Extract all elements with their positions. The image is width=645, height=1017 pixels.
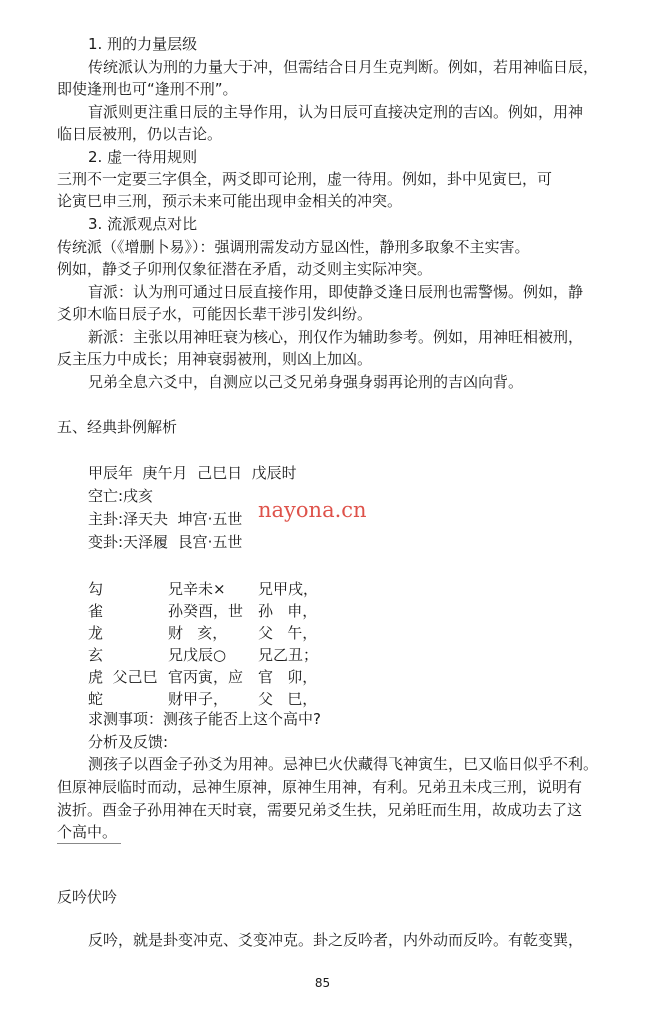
paragraph-line: 盲派：认为刑可通过日辰直接作用，即使静爻逢日辰刑也需警惕。例如，静 <box>88 283 584 301</box>
watermark: nayona.cn <box>258 498 367 522</box>
paragraph-line: 即使逢刑也可“逢刑不刑”。 <box>57 80 238 98</box>
paragraph-line: 测孩子以酉金子孙爻为用神。忌神巳火伏藏得飞神寅生，巳又临日似乎不利。 <box>88 755 599 773</box>
gua-cell: 兄戊辰○ <box>168 646 227 664</box>
paragraph-line: 反吟，就是卦变冲克、爻变冲克。卦之反吟者，内外动而反吟。有乾变巽， <box>88 931 584 949</box>
gua-cell: 父 午， <box>258 624 318 642</box>
gua-main: 主卦:泽天夬 坤宫·五世 <box>88 510 243 528</box>
gua-cell: 财 亥， <box>168 624 228 642</box>
page-number: 85 <box>314 976 331 990</box>
gua-kongwang: 空亡:戌亥 <box>88 487 154 505</box>
gua-cell: 孙 申， <box>258 602 318 620</box>
section-title: 反吟伏吟 <box>57 888 118 906</box>
paragraph-line: 例如，静爻子卯刑仅象征潜在矛盾，动爻则主实际冲突。 <box>57 260 433 278</box>
gua-cell: 兄辛未× <box>168 580 226 598</box>
paragraph-line: 传统派认为刑的力量大于冲，但需结合日月生克判断。例如，若用神临日辰， <box>88 58 599 76</box>
gua-cell: 兄乙丑； <box>258 646 319 664</box>
paragraph-line: 波折。酉金子孙用神在天时衰，需要兄弟爻生扶，兄弟旺而生用，故成功去了这 <box>57 801 583 819</box>
paragraph-line: 传统派（《增删卜易》）：强调刑需发动方显凶性，静刑多取象不主实害。 <box>57 238 530 256</box>
feedback-label: 分析及反馈: <box>88 733 169 751</box>
gua-date: 甲辰年 庚午月 己巳日 戊辰时 <box>88 464 297 482</box>
paragraph-line: 新派：主张以用神旺衰为核心，刑仅作为辅助参考。例如，用神旺相被刑， <box>88 328 584 346</box>
paragraph-line: 盲派则更注重日辰的主导作用，认为日辰可直接决定刑的吉凶。例如，用神 <box>88 103 584 121</box>
gua-cell: 官丙寅，应 <box>168 668 244 686</box>
paragraph-line: 临日辰被刑，仍以吉论。 <box>57 125 223 143</box>
question-line: 求测事项：测孩子能否上这个高中? <box>88 710 321 728</box>
paragraph-line: 个高中。 <box>57 823 118 841</box>
paragraph-line: 兄弟全息六爻中，自测应以己爻兄弟身强身弱再论刑的吉凶向背。 <box>88 373 524 391</box>
paragraph-line: 三刑不一定要三字俱全，两爻即可论刑，虚一待用。例如，卦中见寅巳，可 <box>57 170 553 188</box>
gua-cell: 兄甲戌， <box>258 580 319 598</box>
section-title: 五、经典卦例解析 <box>57 418 178 436</box>
paragraph-line: 爻卯木临日辰子水，可能因长辈干涉引发纠纷。 <box>57 305 373 323</box>
gua-cell: 勾 <box>88 580 104 598</box>
gua-cell: 龙 <box>88 624 104 642</box>
paragraph-line: 但原神辰临时而动，忌神生原神，原神生用神，有利。兄弟丑未戌三刑，说明有 <box>57 778 583 796</box>
heading-school-comparison: 3. 流派观点对比 <box>88 215 198 233</box>
paragraph-line: 论寅巳申三刑，预示未来可能出现申金相关的冲突。 <box>57 192 403 210</box>
paragraph-line: 反主压力中成长；用神衰弱被刑，则凶上加凶。 <box>57 350 373 368</box>
gua-cell: 虎 父己巳 <box>88 668 158 686</box>
gua-cell: 财甲子， <box>168 690 229 708</box>
gua-cell: 玄 <box>88 646 104 664</box>
gua-change: 变卦:天泽履 艮宫·五世 <box>88 533 243 551</box>
gua-cell: 官 卯， <box>258 668 318 686</box>
gua-cell: 蛇 <box>88 690 104 708</box>
heading-virtual-rule: 2. 虚一待用规则 <box>88 148 198 166</box>
gua-cell: 父 巳， <box>258 690 318 708</box>
heading-force-level: 1. 刑的力量层级 <box>88 35 198 53</box>
section-divider <box>57 843 121 844</box>
gua-cell: 雀 <box>88 602 104 620</box>
gua-cell: 孙癸酉，世 <box>168 602 244 620</box>
